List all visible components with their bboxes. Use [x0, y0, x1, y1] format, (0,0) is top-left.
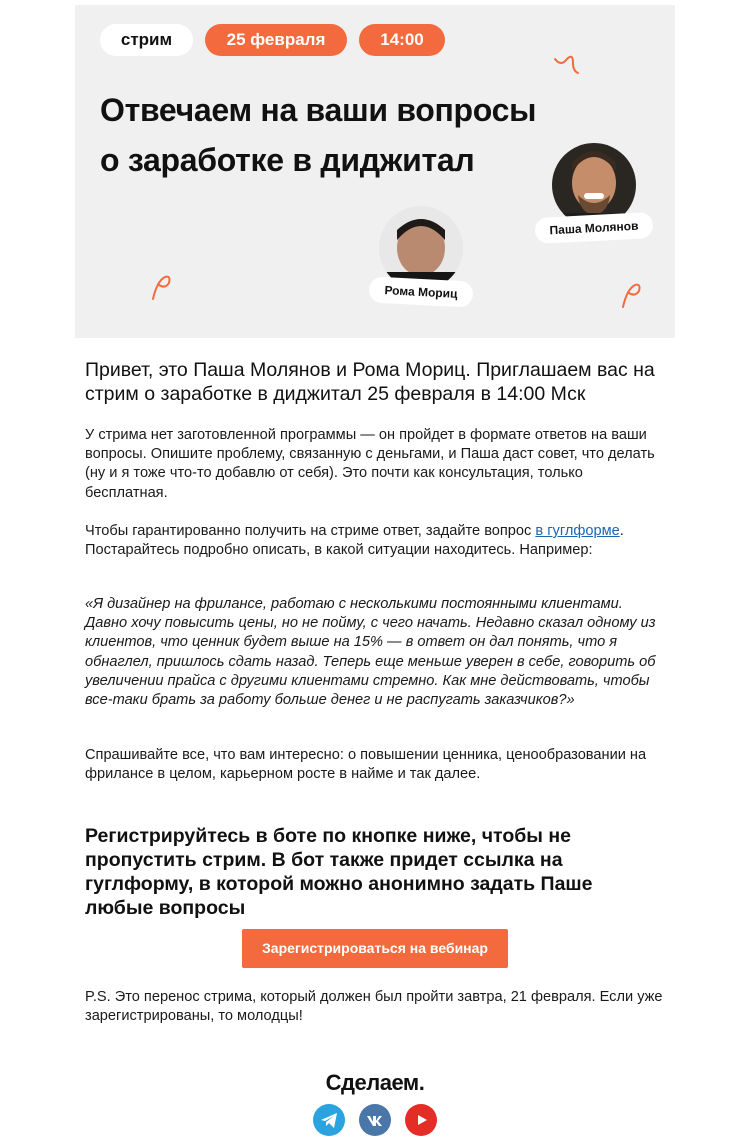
speaker-2-name: Рома Мориц — [368, 276, 473, 307]
example-quote: «Я дизайнер на фрилансе, работаю с несколькими постоянными клиентами. Давно хочу повысить цены, но не пойму, с чего начать. Недавно сказал одному из клиентов, что ценник будет выше на 15% — в ответ он дал понять, что я обнаглел, пришлось сдать назад. Теперь еще меньше уверен в себе, говорить об увеличении прайса с другими клиентами стремно. Как мне действовать, чтобы все-таки брать за работу больше денег и не распугать заказчиков?» — [85, 596, 656, 709]
paragraph-intro: У стрима нет заготовленной программы — он пройдет в формате ответов на ваши вопросы. Опишите проблему, связанную с деньгами, и Паша даст совет, что делать (ну и я тоже что-то добавлю от себя). Это почти как консультация, только бесплатная. — [85, 427, 655, 501]
youtube-icon[interactable] — [405, 1104, 437, 1136]
pill-time: 14:00 — [359, 24, 445, 56]
cta-heading: Регистрируйтесь в боте по кнопке ниже, чтобы не пропустить стрим. В бот также придет ссылка на гуглформу, в которой можно анонимно задать Паше любые вопросы — [85, 825, 593, 919]
register-webinar-button[interactable]: Зарегистрироваться на вебинар — [242, 929, 508, 968]
paragraph-form — [85, 522, 665, 560]
paragraph-topics: Спрашивайте все, что вам интересно: о повышении ценника, ценообразовании на фрилансе в целом, карьерном росте в найме и так далее. — [85, 747, 647, 783]
swirl-decoration-icon — [149, 271, 175, 301]
paragraph-form-text-after: . Постарайтесь подробно описать, в какой ситуации находитесь. Например: — [85, 523, 624, 559]
email-heading: Привет, это Паша Молянов и Рома Мориц. Приглашаем вас на стрим о заработке в диджитал 25 февраля в 14:00 Мск — [85, 359, 655, 405]
banner-title: Отвечаем на ваши вопросы о заработке в диджитал — [100, 92, 537, 178]
postscript: P.S. Это перенос стрима, который должен был пройти завтра, 21 февраля. Если уже зарегистрированы, то молодцы! — [85, 989, 663, 1025]
swirl-decoration-icon — [619, 279, 645, 309]
stream-banner — [75, 5, 675, 338]
brand-logo[interactable]: Сделаем. — [325, 1070, 425, 1095]
telegram-icon[interactable] — [313, 1104, 345, 1136]
pill-date: 25 февраля — [205, 24, 347, 56]
vk-icon[interactable] — [359, 1104, 391, 1136]
google-form-link[interactable]: в гуглформе — [535, 523, 620, 539]
paragraph-form-text-before: Чтобы гарантированно получить на стриме ответ, задайте вопрос — [85, 523, 536, 539]
pill-stream: стрим — [100, 24, 193, 56]
speaker-1-name: Паша Молянов — [534, 212, 653, 244]
swirl-decoration-icon — [551, 53, 581, 77]
